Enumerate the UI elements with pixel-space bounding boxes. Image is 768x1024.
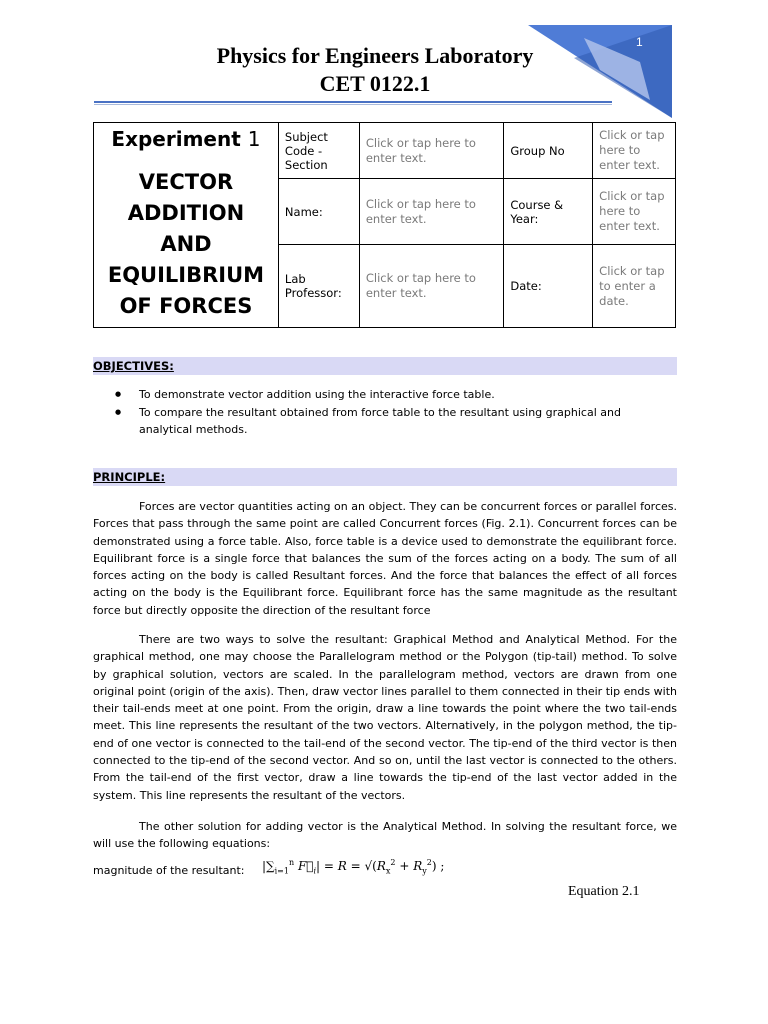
experiment-title: VECTOR ADDITION AND EQUILIBRIUM OF FORCES xyxy=(107,170,265,318)
principle-heading: PRINCIPLE: xyxy=(93,468,677,486)
objectives-heading: OBJECTIVES: xyxy=(93,357,677,375)
subject-code-field[interactable]: Click or tap here to enter text. xyxy=(359,123,504,179)
course-year-field[interactable]: Click or tap here to enter text. xyxy=(593,179,676,245)
info-table xyxy=(93,122,676,328)
group-no-label: Group No xyxy=(504,123,593,179)
page-number: 1 xyxy=(636,35,643,49)
document-header xyxy=(150,42,600,98)
lab-professor-label: Lab Professor: xyxy=(278,245,359,328)
equation-label: magnitude of the resultant: xyxy=(93,864,245,877)
header-rule xyxy=(94,101,612,105)
name-field[interactable]: Click or tap here to enter text. xyxy=(359,179,504,245)
resultant-equation: $|\sum_{i=1}^n$ $F⃗_i| = R = √(R_x^2 + R_y^2)$ ; xyxy=(262,858,445,876)
course-title: Physics for Engineers Laboratory xyxy=(216,43,534,68)
experiment-number: 1 xyxy=(247,127,261,151)
lab-professor-field[interactable]: Click or tap here to enter text. xyxy=(359,245,504,328)
subject-code-label: Subject Code - Section xyxy=(278,123,359,179)
date-field[interactable]: Click or tap to enter a date. xyxy=(593,245,676,328)
name-label: Name: xyxy=(278,179,359,245)
experiment-cell xyxy=(94,123,279,328)
course-year-label: Course & Year: xyxy=(504,179,593,245)
course-code: CET 0122.1 xyxy=(319,71,431,96)
equation-number: Equation 2.1 xyxy=(568,884,640,899)
principle-paragraph-3: The other solution for adding vector is the Analytical Method. In solving the resultant force, we will use the following equations: xyxy=(93,820,677,851)
group-no-field[interactable]: Click or tap here to enter text. xyxy=(593,123,676,179)
date-label: Date: xyxy=(504,245,593,328)
objectives-list xyxy=(93,386,677,439)
principle-paragraph-2: There are two ways to solve the resultant: Graphical Method and Analytical Method. For the graphical method, one may choose the Parallelogram method or the Polygon (tip-tail) method. To solve by graphical solution, vectors are scaled. In the parallelogram method, vectors are drawn from one original point (origin of the axis). Then, draw vector lines parallel to them connected in their tip ends with their tail-ends meet at one point. From the origin, draw a line towards the point where the two tail-ends meet. This line represents the resultant of the two vectors. Alternatively, in the polygon method, the tip-end of one vector is connected to the tail-end of the second vector. The tip-end of the third vector is then connected to the tip-end of the second vector. And so on, until the last vector is connected to the others. From the tail-end of the first vector, draw a line towards the tip-end of the last vector added in the system. This line represents the resultant of the vectors. xyxy=(93,633,677,802)
list-item: ● To compare the resultant obtained from force table to the resultant using graphical and analytical methods. xyxy=(93,404,677,439)
principle-paragraph-1: Forces are vector quantities acting on an object. They can be concurrent forces or parallel forces. Forces that pass through the same point are called Concurrent forces (Fig. 2.1). Concurrent forces can be demonstrated using a force table. Also, force table is a device used to demonstrate the equilibrant force. Equilibrant force is a single force that balances the sum of the forces acting on a body. The sum of all forces acting on the body is called Resultant forces. And the force that balances the effect of all forces acting on the body is the Equilibrant force. Equilibrant force has the same magnitude as the resultant force but directly opposite the direction of the resultant force xyxy=(93,500,677,617)
list-item: ● To demonstrate vector addition using the interactive force table. xyxy=(93,386,677,404)
experiment-label: Experiment 1 xyxy=(111,127,261,151)
